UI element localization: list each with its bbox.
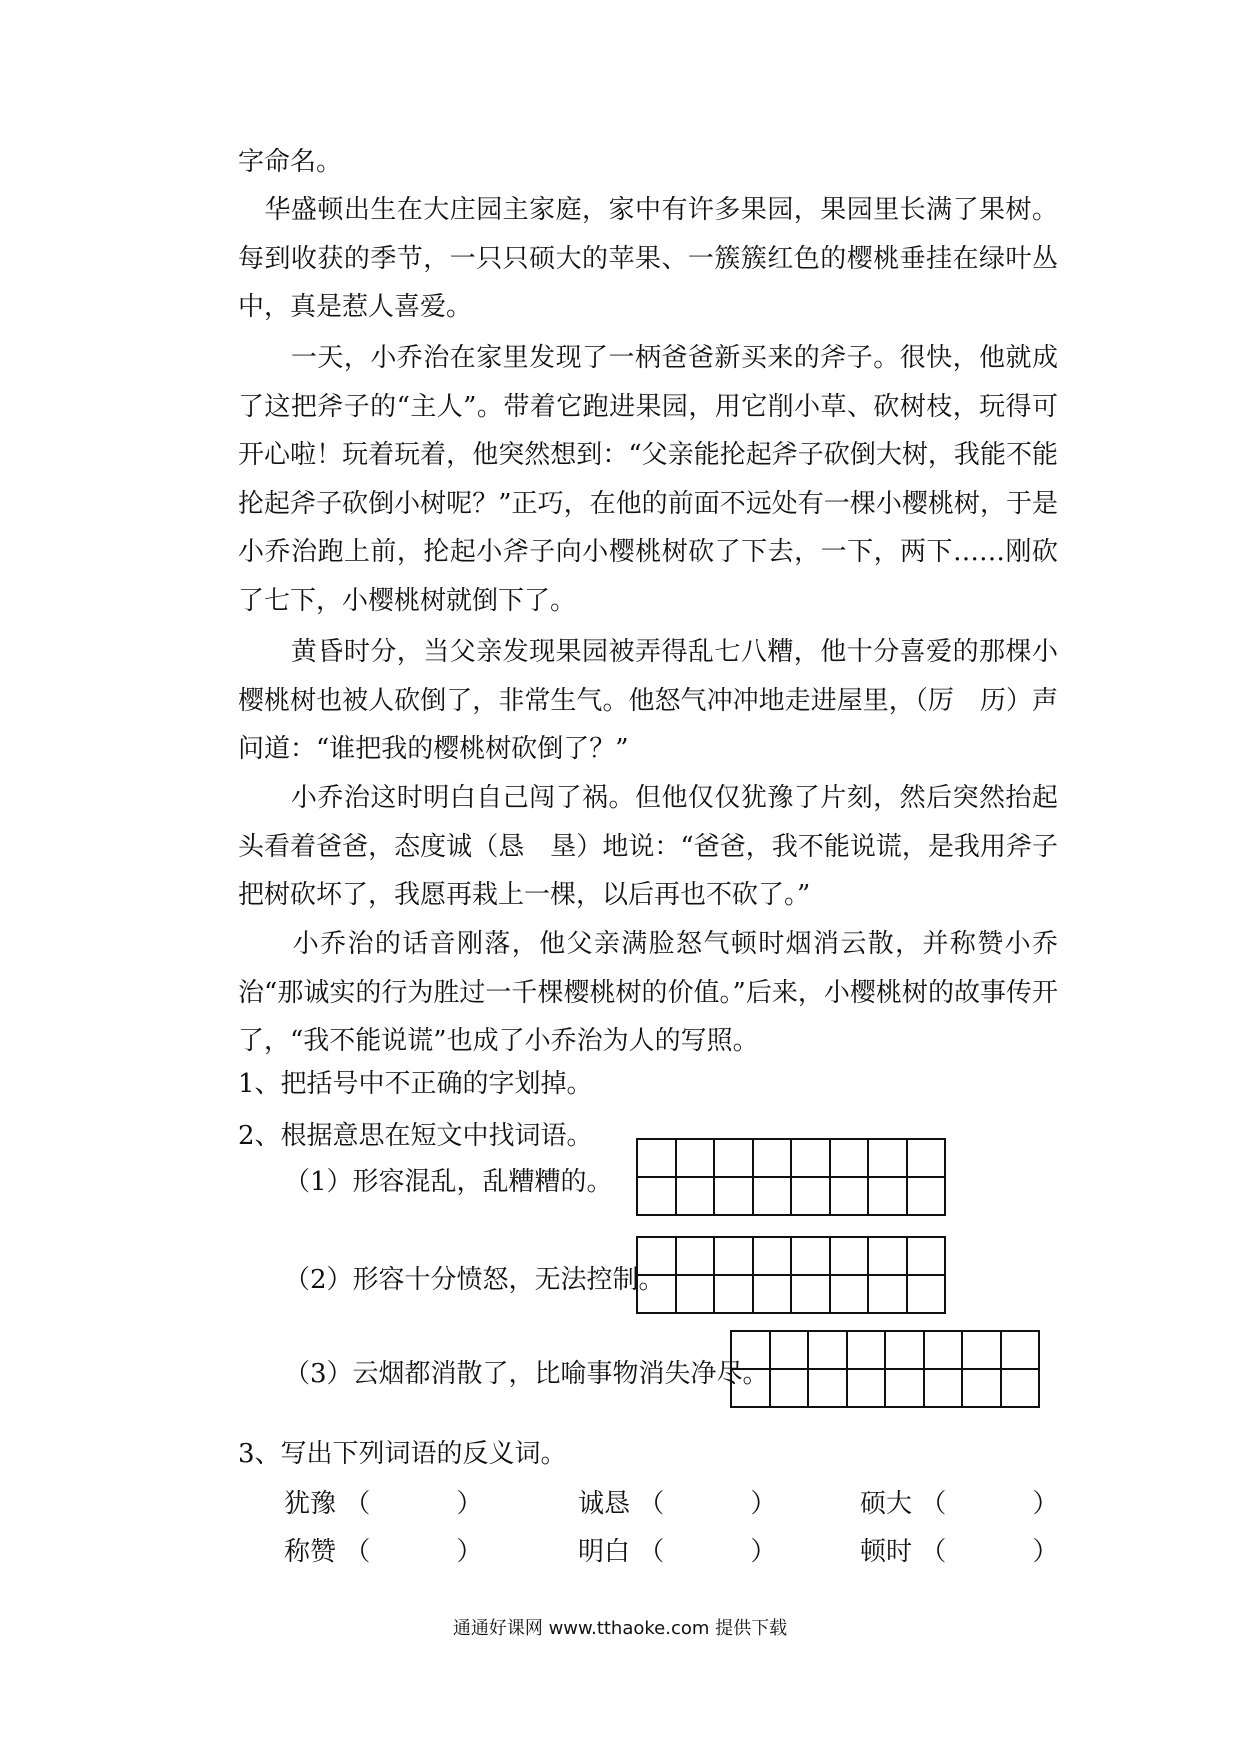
answer-grid-3[interactable] xyxy=(730,1330,1040,1408)
question-2: 2、根据意思在短文中找词语。 xyxy=(238,1121,593,1151)
answer-grid-1[interactable] xyxy=(636,1138,946,1216)
antonym-chengken[interactable]: 诚恳 （ ） xyxy=(578,1489,777,1519)
paragraph-2: 一天，小乔治在家里发现了一柄爸爸新买来的斧子。很快，他就成了这把斧子的“主人”。带着它跑进果园，用它削小草、砍树枝，玩得可开心啦！玩着玩着，他突然想到：“父亲能抡起斧子砍倒大树，我能不能抡起斧子砍倒小树呢？”正巧，在他的前面不远处有一棵小樱桃树，于是小乔治跑上前，抡起小斧子向小樱桃树砍了下去，一下，两下……刚砍了七下，小樱桃树就倒下了。 xyxy=(238,343,1058,616)
antonym-chengzan[interactable]: 称赞 （ ） xyxy=(284,1537,483,1567)
paragraph-4: 小乔治这时明白自己闯了祸。但他仅仅犹豫了片刻，然后突然抬起头看着爸爸，态度诚（恳 垦）地说：“爸爸，我不能说谎，是我用斧子把树砍坏了，我愿再栽上一棵，以后再也不砍了。” xyxy=(238,783,1058,911)
paragraph-0: 字命名。 xyxy=(238,147,343,177)
question-2-item-3: （3）云烟都消散了，比喻事物消失净尽。 xyxy=(284,1359,769,1389)
footer-download-note: 通通好课网 www.tthaoke.com 提供下载 xyxy=(452,1618,788,1639)
question-2-item-2: （2）形容十分愤怒，无法控制。 xyxy=(284,1265,665,1295)
antonym-shuoda[interactable]: 硕大 （ ） xyxy=(860,1489,1059,1519)
question-3: 3、写出下列词语的反义词。 xyxy=(238,1439,567,1469)
antonym-youyu[interactable]: 犹豫 （ ） xyxy=(284,1489,483,1519)
paragraph-3: 黄昏时分，当父亲发现果园被弄得乱七八糟，他十分喜爱的那棵小樱桃树也被人砍倒了，非常生气。他怒气冲冲地走进屋里，（厉 历）声问道：“谁把我的樱桃树砍倒了？” xyxy=(238,637,1058,765)
question-1: 1、把括号中不正确的字划掉。 xyxy=(238,1069,593,1099)
paragraph-1: 华盛顿出生在大庄园主家庭，家中有许多果园，果园里长满了果树。每到收获的季节，一只只硕大的苹果、一簇簇红色的樱桃垂挂在绿叶丛中，真是惹人喜爱。 xyxy=(238,195,1058,323)
antonym-dunshi[interactable]: 顿时 （ ） xyxy=(860,1537,1059,1567)
question-2-item-1: （1）形容混乱，乱糟糟的。 xyxy=(284,1167,613,1197)
antonym-mingbai[interactable]: 明白 （ ） xyxy=(578,1537,777,1567)
paragraph-5: 小乔治的话音刚落，他父亲满脸怒气顿时烟消云散，并称赞小乔治“那诚实的行为胜过一千棵樱桃树的价值。”后来，小樱桃树的故事传开了，“我不能说谎”也成了小乔治为人的写照。 xyxy=(238,929,1058,1057)
answer-grid-2[interactable] xyxy=(636,1236,946,1314)
